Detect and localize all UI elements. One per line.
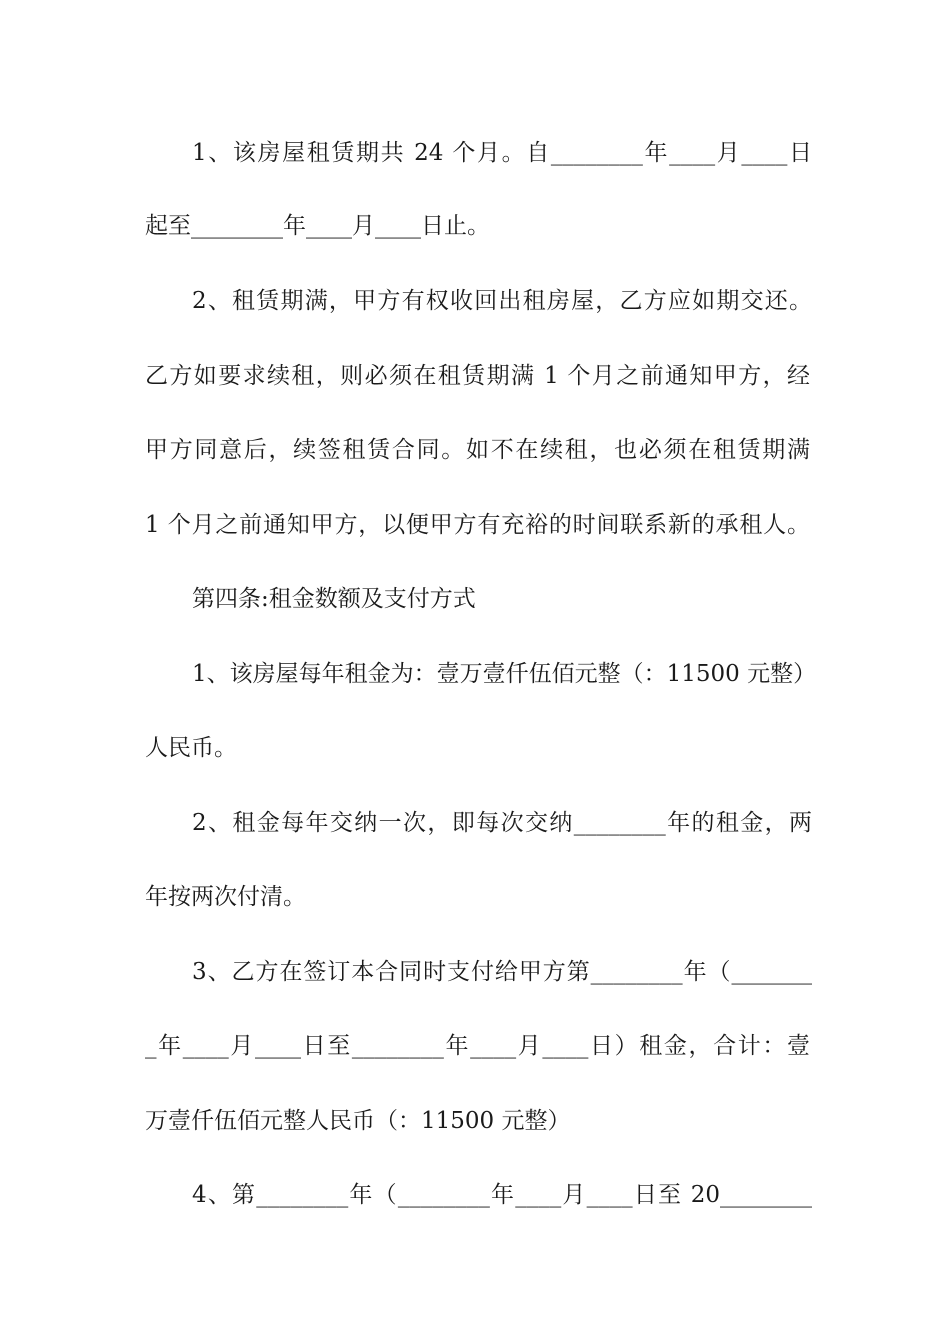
paragraph-line: 1、该房屋租赁期共 24 个月。自________年____月____日 xyxy=(192,140,812,166)
section-heading: 第四条:租金数额及支付方式 xyxy=(192,586,476,612)
paragraph-line: _年____月____日至________年____月____日）租金，合计：壹 xyxy=(145,1033,810,1059)
paragraph-line: 2、租金每年交纳一次，即每次交纳________年的租金，两 xyxy=(192,810,812,836)
paragraph-line: 甲方同意后，续签租赁合同。如不在续租，也必须在租赁期满 xyxy=(145,437,810,463)
paragraph-line: 1、该房屋每年租金为：壹万壹仟伍佰元整（：11500 元整） xyxy=(192,661,817,687)
paragraph-line: 1 个月之前通知甲方，以便甲方有充裕的时间联系新的承租人。 xyxy=(145,512,810,538)
paragraph-line: 2、租赁期满，甲方有权收回出租房屋，乙方应如期交还。 xyxy=(192,288,812,314)
paragraph-line: 人民币。 xyxy=(145,735,237,761)
paragraph-line: 4、第________年（________年____月____日至 20________ xyxy=(192,1182,812,1208)
paragraph-line: 年按两次付清。 xyxy=(145,884,306,910)
paragraph-line: 3、乙方在签订本合同时支付给甲方第________年（_______ xyxy=(192,959,812,985)
paragraph-line: 乙方如要求续租，则必须在租赁期满 1 个月之前通知甲方，经 xyxy=(145,363,810,389)
paragraph-line: 万壹仟伍佰元整人民币（：11500 元整） xyxy=(145,1108,571,1134)
paragraph-line: 起至________年____月____日止。 xyxy=(145,213,490,239)
